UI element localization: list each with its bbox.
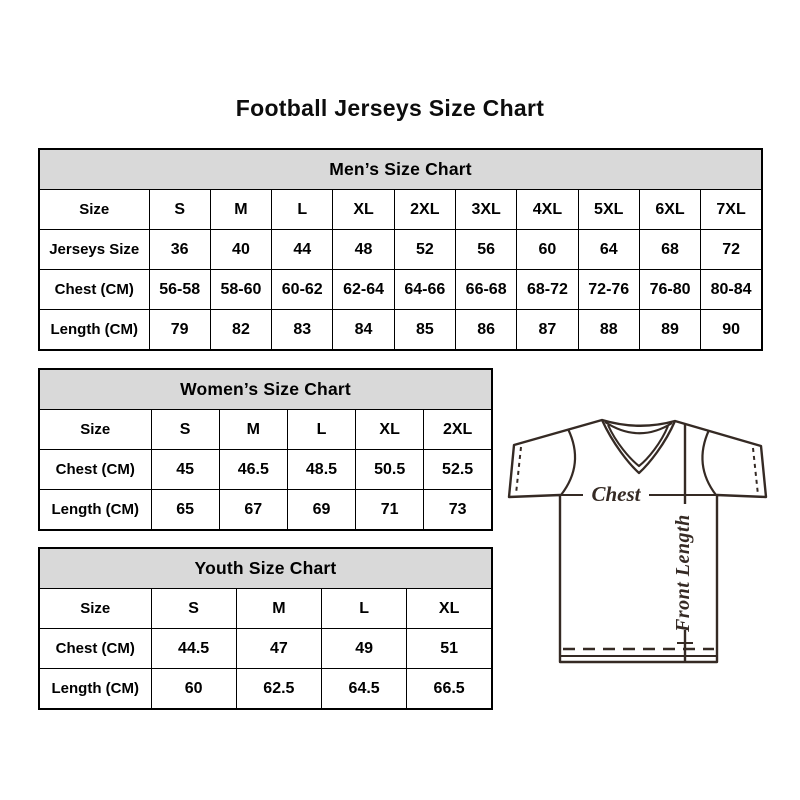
cell: 60 bbox=[517, 230, 578, 270]
cell: 73 bbox=[424, 490, 492, 531]
cell: 3XL bbox=[455, 190, 516, 230]
womens-size-table bbox=[38, 368, 493, 531]
cell: XL bbox=[407, 589, 492, 629]
table-row bbox=[39, 310, 762, 351]
row-label: Size bbox=[39, 190, 149, 230]
cell: 49 bbox=[322, 629, 407, 669]
cell: 67 bbox=[219, 490, 287, 531]
cell: 48 bbox=[333, 230, 394, 270]
cell: 64.5 bbox=[322, 669, 407, 710]
table-row bbox=[39, 369, 492, 410]
table-row bbox=[39, 410, 492, 450]
cell: 82 bbox=[210, 310, 271, 351]
cell: 87 bbox=[517, 310, 578, 351]
cell: 6XL bbox=[639, 190, 700, 230]
table-row bbox=[39, 450, 492, 490]
cell: 52.5 bbox=[424, 450, 492, 490]
cell: 89 bbox=[639, 310, 700, 351]
cell: 47 bbox=[236, 629, 321, 669]
cell: 46.5 bbox=[219, 450, 287, 490]
cell: 72 bbox=[701, 230, 762, 270]
page-title: Football Jerseys Size Chart bbox=[235, 95, 545, 121]
row-label: Size bbox=[39, 410, 151, 450]
row-label: Jerseys Size bbox=[39, 230, 149, 270]
front-length-label: Front Length bbox=[672, 514, 694, 632]
cell: 88 bbox=[578, 310, 639, 351]
table-row bbox=[39, 190, 762, 230]
cell: S bbox=[149, 190, 210, 230]
table-row bbox=[39, 629, 492, 669]
table-row bbox=[39, 548, 492, 589]
cell: 60-62 bbox=[272, 270, 333, 310]
cell: 48.5 bbox=[287, 450, 355, 490]
cell: 64 bbox=[578, 230, 639, 270]
table-row bbox=[39, 490, 492, 531]
cell: 44 bbox=[272, 230, 333, 270]
cell: 90 bbox=[701, 310, 762, 351]
cell: 45 bbox=[151, 450, 219, 490]
cell: 80-84 bbox=[701, 270, 762, 310]
cell: 36 bbox=[149, 230, 210, 270]
cell: 84 bbox=[333, 310, 394, 351]
cell: 40 bbox=[210, 230, 271, 270]
cell: XL bbox=[333, 190, 394, 230]
cell: L bbox=[322, 589, 407, 629]
row-label: Length (CM) bbox=[39, 310, 149, 351]
row-label: Size bbox=[39, 589, 151, 629]
womens-table-title: Women’s Size Chart bbox=[39, 369, 492, 410]
row-label: Length (CM) bbox=[39, 669, 151, 710]
cell: 7XL bbox=[701, 190, 762, 230]
table-row bbox=[39, 589, 492, 629]
table-row bbox=[39, 149, 762, 190]
youth-size-table bbox=[38, 547, 493, 710]
jersey-outline bbox=[509, 420, 766, 662]
table-row bbox=[39, 669, 492, 710]
cell: 4XL bbox=[517, 190, 578, 230]
row-label: Chest (CM) bbox=[39, 270, 149, 310]
cell: 72-76 bbox=[578, 270, 639, 310]
cell: 56-58 bbox=[149, 270, 210, 310]
row-label: Chest (CM) bbox=[39, 450, 151, 490]
cell: 83 bbox=[272, 310, 333, 351]
cell: M bbox=[236, 589, 321, 629]
jersey-diagram bbox=[505, 416, 770, 668]
cell: 2XL bbox=[394, 190, 455, 230]
cell: 58-60 bbox=[210, 270, 271, 310]
cell: 44.5 bbox=[151, 629, 236, 669]
cell: S bbox=[151, 410, 219, 450]
table-row bbox=[39, 230, 762, 270]
table-row bbox=[39, 270, 762, 310]
cell: M bbox=[210, 190, 271, 230]
cell: 65 bbox=[151, 490, 219, 531]
chest-label: Chest bbox=[591, 482, 641, 506]
cell: 79 bbox=[149, 310, 210, 351]
cell: XL bbox=[356, 410, 424, 450]
cell: 56 bbox=[455, 230, 516, 270]
cell: L bbox=[287, 410, 355, 450]
cell: 62-64 bbox=[333, 270, 394, 310]
cell: M bbox=[219, 410, 287, 450]
cell: 2XL bbox=[424, 410, 492, 450]
cell: 5XL bbox=[578, 190, 639, 230]
cell: 85 bbox=[394, 310, 455, 351]
cell: 68 bbox=[639, 230, 700, 270]
row-label: Chest (CM) bbox=[39, 629, 151, 669]
cell: S bbox=[151, 589, 236, 629]
cell: 69 bbox=[287, 490, 355, 531]
cell: 50.5 bbox=[356, 450, 424, 490]
cell: 62.5 bbox=[236, 669, 321, 710]
row-label: Length (CM) bbox=[39, 490, 151, 531]
cell: 66.5 bbox=[407, 669, 492, 710]
cell: L bbox=[272, 190, 333, 230]
cell: 71 bbox=[356, 490, 424, 531]
youth-table-title: Youth Size Chart bbox=[39, 548, 492, 589]
mens-size-table bbox=[38, 148, 763, 351]
cell: 52 bbox=[394, 230, 455, 270]
cell: 68-72 bbox=[517, 270, 578, 310]
mens-table-title: Men’s Size Chart bbox=[39, 149, 762, 190]
cell: 60 bbox=[151, 669, 236, 710]
cell: 76-80 bbox=[639, 270, 700, 310]
cell: 66-68 bbox=[455, 270, 516, 310]
cell: 51 bbox=[407, 629, 492, 669]
cell: 86 bbox=[455, 310, 516, 351]
cell: 64-66 bbox=[394, 270, 455, 310]
